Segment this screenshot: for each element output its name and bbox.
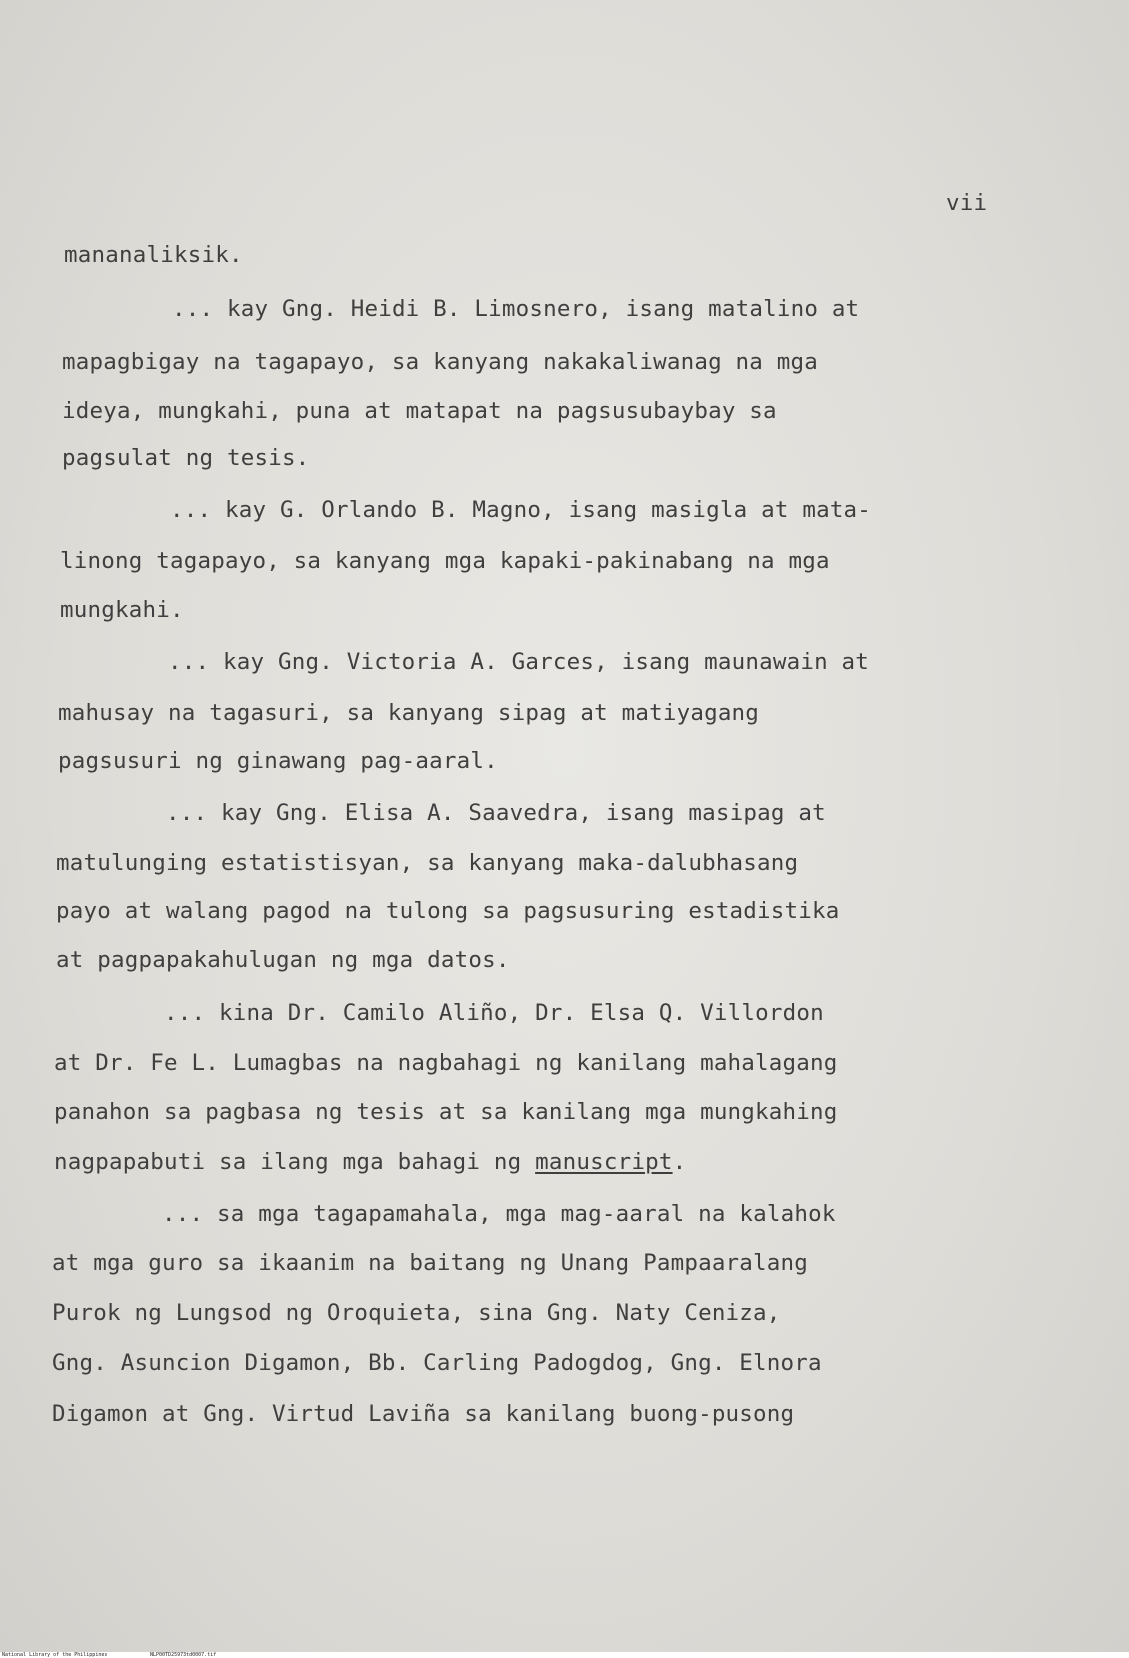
text-line: ... kina Dr. Camilo Aliño, Dr. Elsa Q. Villordon xyxy=(164,1000,824,1026)
text-segment: . xyxy=(672,1149,687,1175)
text-line: matulunging estatistisyan, sa kanyang maka-dalubhasang xyxy=(56,850,799,876)
text-segment: nagpapabuti sa ilang mga bahagi ng xyxy=(54,1149,536,1175)
text-line: pagsusuri ng ginawang pag-aaral. xyxy=(58,748,498,774)
text-line: ideya, mungkahi, puna at matapat na pagsusubaybay sa xyxy=(62,398,777,424)
text-line: at Dr. Fe L. Lumagbas na nagbahagi ng kanilang mahalagang xyxy=(54,1050,838,1076)
text-line: at mga guro sa ikaanim na baitang ng Unang Pampaaralang xyxy=(52,1250,809,1276)
text-line: ... kay Gng. Victoria A. Garces, isang maunawain at xyxy=(168,649,870,675)
text-line: linong tagapayo, sa kanyang mga kapaki-pakinabang na mga xyxy=(60,548,830,574)
text-line: ... sa mga tagapamahala, mga mag-aaral na kalahok xyxy=(162,1201,836,1227)
text-line: mananaliksik. xyxy=(64,242,243,268)
text-line: mapagbigay na tagapayo, sa kanyang nakakaliwanag na mga xyxy=(62,349,819,375)
text-line: Gng. Asuncion Digamon, Bb. Carling Padogdog, Gng. Elnora xyxy=(52,1350,822,1376)
footer-filename: NLP00TD25973td0007.tif xyxy=(150,1652,217,1658)
underlined-word: manuscript xyxy=(535,1149,673,1175)
scan-footer xyxy=(0,1652,1129,1658)
text-line: mungkahi. xyxy=(60,597,184,623)
text-line: Digamon at Gng. Virtud Laviña sa kanilang buong-pusong xyxy=(52,1401,795,1427)
text-line: ... kay Gng. Heidi B. Limosnero, isang matalino at xyxy=(172,296,860,322)
text-line: mahusay na tagasuri, sa kanyang sipag at matiyagang xyxy=(58,700,760,726)
text-line xyxy=(54,1149,686,1175)
text-line: ... kay G. Orlando B. Magno, isang masigla at mata- xyxy=(170,497,872,523)
text-line: at pagpapakahulugan ng mga datos. xyxy=(56,947,510,973)
text-line: Purok ng Lungsod ng Oroquieta, sina Gng. Naty Ceniza, xyxy=(52,1300,781,1326)
text-line: pagsulat ng tesis. xyxy=(62,445,310,471)
text-line: panahon sa pagbasa ng tesis at sa kanilang mga mungkahing xyxy=(54,1099,838,1125)
page-number: vii xyxy=(946,190,988,216)
footer-library: National Library of the Philippines xyxy=(2,1652,108,1658)
text-line: payo at walang pagod na tulong sa pagsusuring estadistika xyxy=(56,898,840,924)
text-line: ... kay Gng. Elisa A. Saavedra, isang masipag at xyxy=(166,800,826,826)
